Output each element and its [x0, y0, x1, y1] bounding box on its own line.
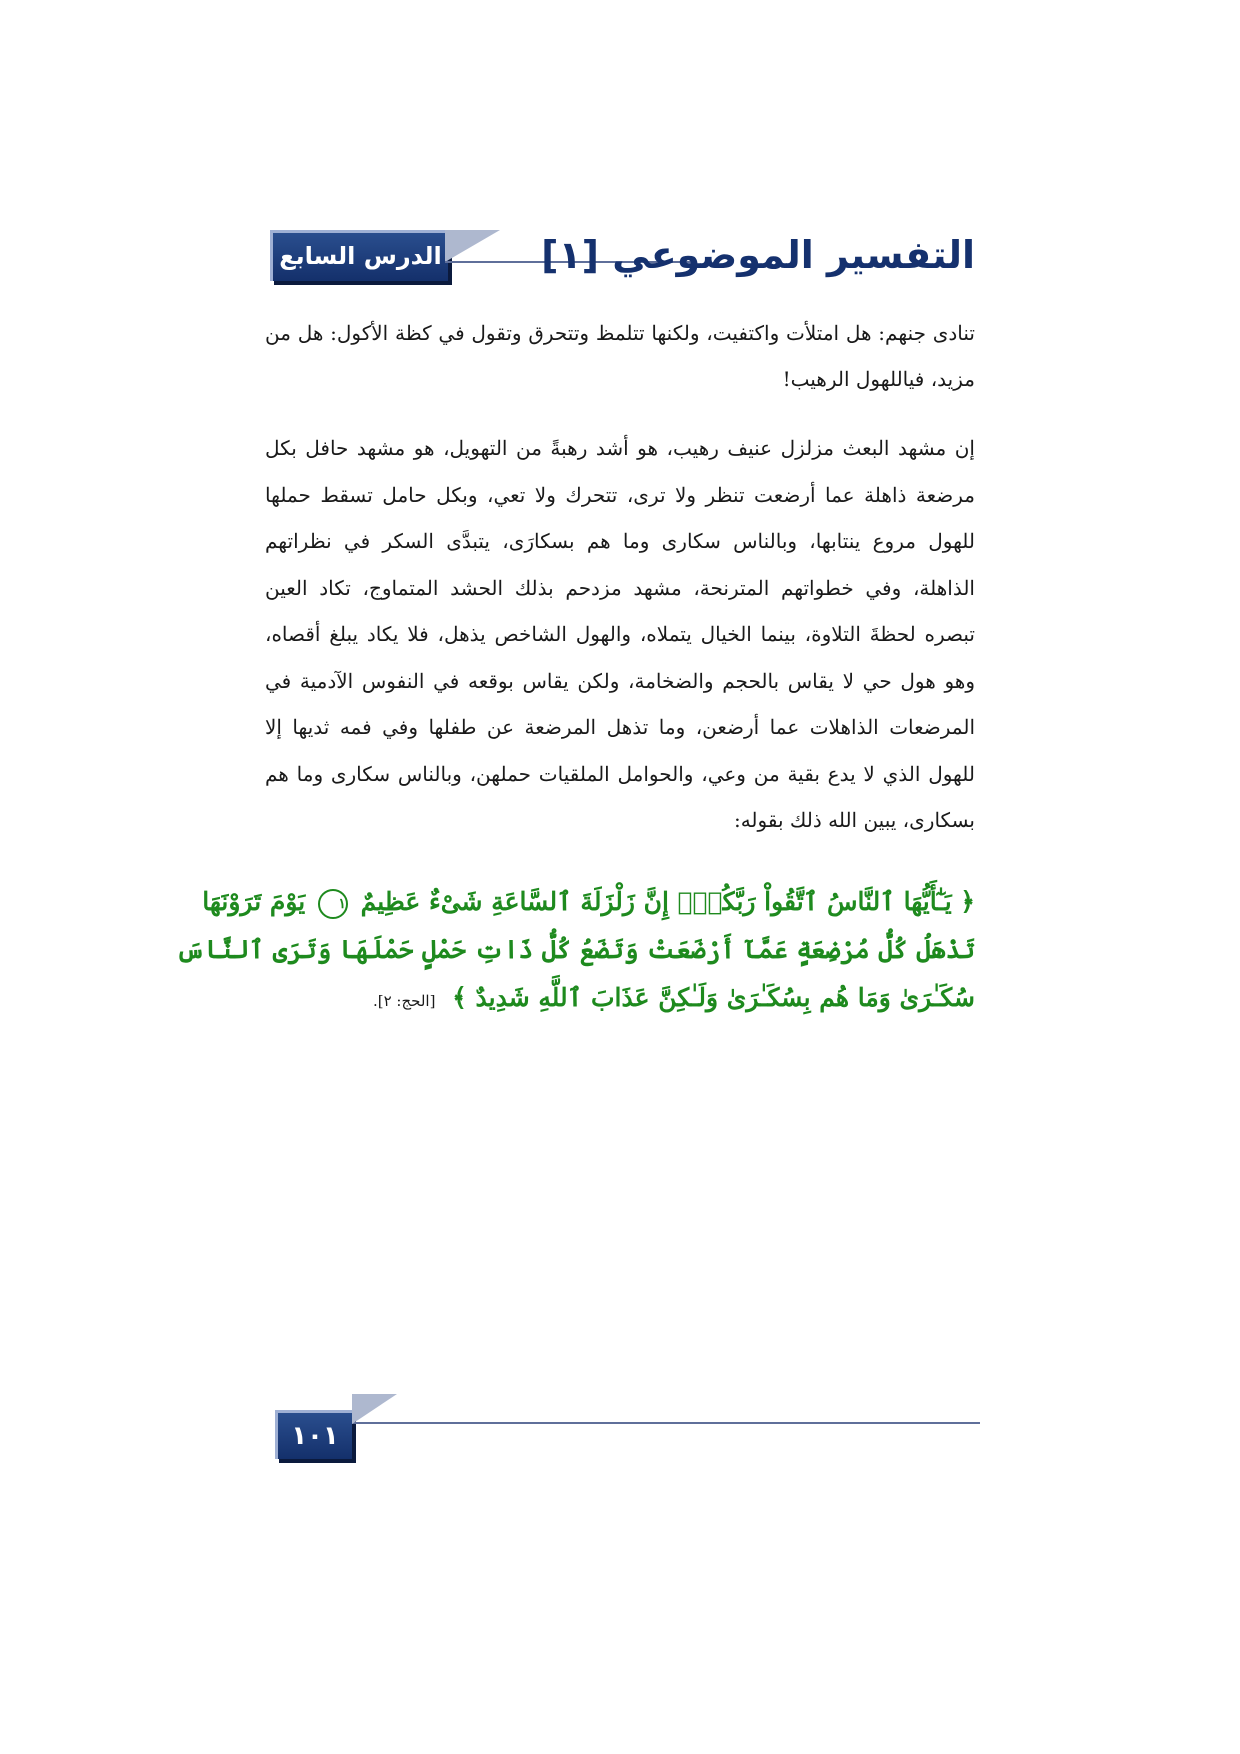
footer-rule — [352, 1422, 980, 1424]
verse-line-2: تَذْهَلُ كُلُّ مُرْضِعَةٍ عَمَّآ أَرْضَعَتْ وَتَضَعُ كُلُّ ذَاتِ حَمْلٍ حَمْلَهَا وَتَرَى ٱلنَّاسَ — [176, 935, 975, 964]
page-number: ١٠١ — [275, 1410, 352, 1459]
page-footer — [275, 1410, 980, 1470]
verse-line-1 — [202, 880, 975, 924]
book-title: التفسير الموضوعي [١] — [541, 233, 975, 277]
lesson-badge: الدرس السابع — [270, 230, 448, 281]
footer-wedge-decoration — [352, 1394, 397, 1424]
ayah-number-mark: ١ — [318, 889, 348, 919]
verse-line-3 — [265, 976, 975, 1023]
verse-text-1b: يَوْمَ تَرَوْنَهَا — [202, 887, 306, 916]
page-header — [270, 230, 975, 290]
paragraph-1: تنادى جنهم: هل امتلأت واكتفيت، ولكنها تتلمظ وتتحرق وتقول في كظة الأكول: هل من مزيد، فياللهول الرهيب! — [265, 321, 975, 391]
verse-text-1a: ﴿ يَـٰٓأَيُّهَا ٱلنَّاسُ ٱتَّقُواْ رَبَّكُمْۚ إِنَّ زَلْزَلَةَ ٱلسَّاعَةِ شَىْءٌ عَظِيمٌ — [360, 887, 975, 916]
verse-text-3: سُكَـٰرَىٰ وَمَا هُم بِسُكَـٰرَىٰ وَلَـٰكِنَّ عَذَابَ ٱللَّهِ شَدِيدٌ ﴾ — [452, 983, 975, 1012]
verse-reference: [الحج: ٢]. — [372, 992, 436, 1010]
header-wedge-decoration — [445, 230, 500, 262]
paragraph-2: إن مشهد البعث مزلزل عنيف رهيب، هو أشد رهبةً من التهويل، هو مشهد حافل بكل مرضعة ذاهلة عما أرضعت تنظر ولا ترى، تتحرك ولا تعي، وبكل حامل تسقط حملها للهول مروع ينتابها، وبالناس سكارى وما هم بسكارَى، يتبدَّى السكر في نظراتهم الذاهلة، وفي خطواتهم المترنحة، مشهد مزدحم بذلك الحشد المتماوج، تكاد العين تبصره لحظةَ التلاوة، بينما الخيال يتملاه، والهول الشاخص يذهل، فلا يكاد يبلغ أقصاه، وهو هول حي لا يقاس بالحجم والضخامة، ولكن يقاس بوقعه في النفوس الآدمية في المرضعات الذاهلات عما أرضعن، وما تذهل المرضعة عن طفلها وفي فمه ثديها إلا للهول الذي لا يدع بقية من وعي، والحوامل الملقيات حملهن، وبالناس سكارى وما هم بسكارى، يبين الله ذلك بقوله: — [265, 436, 975, 832]
